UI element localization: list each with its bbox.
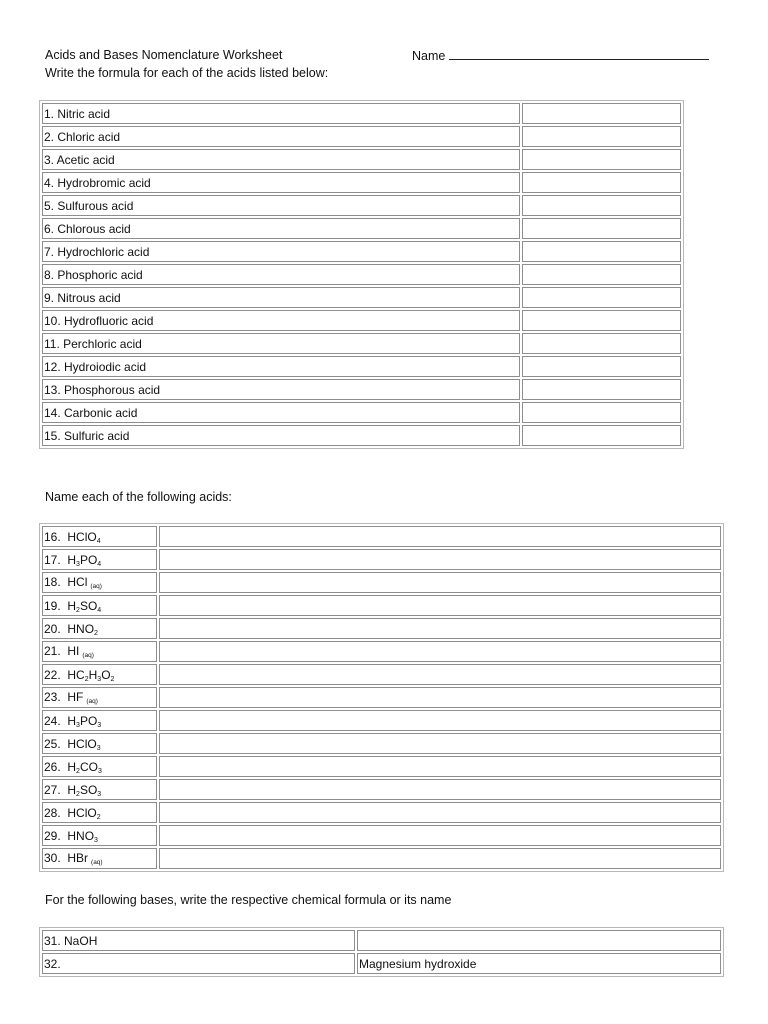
acid-formula-cell <box>42 733 157 754</box>
name-answer-cell[interactable] <box>159 618 721 639</box>
formula-answer-cell[interactable] <box>522 379 681 400</box>
formula-element: H <box>88 667 98 682</box>
worksheet-title: Acids and Bases Nomenclature Worksheet <box>45 48 283 62</box>
acid-name-cell: 8. Phosphoric acid <box>42 264 520 285</box>
item-number: 28. <box>44 805 61 820</box>
formula-element: HClO <box>67 529 97 544</box>
item-number: 17. <box>44 552 61 567</box>
formula-subscript: 2 <box>110 675 115 683</box>
formula-element: H <box>67 759 77 774</box>
name-answer-cell[interactable] <box>159 710 721 731</box>
table-row <box>42 402 681 423</box>
name-answer-cell[interactable] <box>159 825 721 846</box>
table-row <box>42 172 681 193</box>
acid-name-cell: 4. Hydrobromic acid <box>42 172 520 193</box>
formula-answer-cell[interactable] <box>522 287 681 308</box>
formula-subscript: 2 <box>94 629 98 637</box>
formula-answer-cell[interactable] <box>522 126 681 147</box>
item-number: 29. <box>44 828 61 843</box>
formula-element: H <box>67 598 77 613</box>
formula-element: HCl <box>67 575 88 589</box>
formula-element: HClO <box>67 805 97 820</box>
chemical-formula <box>67 690 83 704</box>
table-row <box>42 195 681 216</box>
chemical-formula <box>67 668 114 682</box>
formula-answer-cell[interactable] <box>522 425 681 446</box>
acid-formula-cell <box>42 687 157 708</box>
table-row <box>42 825 721 846</box>
formula-element: H <box>67 782 77 797</box>
table-row <box>42 126 681 147</box>
formula-element: SO <box>79 598 98 613</box>
formula-subscript: 2 <box>76 606 80 614</box>
name-answer-cell[interactable] <box>159 641 721 662</box>
chemical-formula <box>67 714 101 728</box>
item-number: 18. <box>44 575 61 589</box>
table-row <box>42 549 721 570</box>
name-answer-cell[interactable] <box>159 848 721 869</box>
chemical-formula <box>67 530 100 544</box>
table-row <box>42 618 721 639</box>
name-blank-line[interactable] <box>449 48 709 60</box>
name-field[interactable] <box>412 48 709 63</box>
table-row <box>42 572 721 593</box>
acid-formula-table <box>39 100 684 449</box>
acid-formula-cell <box>42 710 157 731</box>
table-row <box>42 930 721 951</box>
formula-subscript: 3 <box>97 675 102 683</box>
base-left-cell[interactable]: 32. <box>42 953 355 974</box>
aqueous-label: (aq) <box>91 859 103 866</box>
chemical-formula <box>67 737 100 751</box>
acid-name-cell: 1. Nitric acid <box>42 103 520 124</box>
table-row <box>42 379 681 400</box>
aqueous-label: (aq) <box>82 652 94 659</box>
formula-element: HClO <box>67 736 97 751</box>
aqueous-label: (aq) <box>90 583 102 590</box>
formula-answer-cell[interactable] <box>522 356 681 377</box>
formula-subscript: 4 <box>97 606 102 614</box>
name-answer-cell[interactable] <box>159 549 721 570</box>
acid-name-cell: 14. Carbonic acid <box>42 402 520 423</box>
table-row <box>42 733 721 754</box>
table-row <box>42 103 681 124</box>
table-row <box>42 779 721 800</box>
table-row <box>42 218 681 239</box>
acid-name-table <box>39 523 724 872</box>
acid-name-cell: 13. Phosphorous acid <box>42 379 520 400</box>
table-row <box>42 848 721 869</box>
name-label: Name <box>412 49 446 63</box>
acid-formula-cell <box>42 595 157 616</box>
table-row <box>42 664 721 685</box>
acid-formula-cell <box>42 779 157 800</box>
acid-name-cell: 10. Hydrofluoric acid <box>42 310 520 331</box>
acid-formula-cell <box>42 802 157 823</box>
item-number: 23. <box>44 690 61 704</box>
name-answer-cell[interactable] <box>159 664 721 685</box>
chemical-formula <box>67 806 100 820</box>
formula-answer-cell[interactable] <box>522 310 681 331</box>
acid-formula-cell <box>42 549 157 570</box>
formula-subscript: 4 <box>97 560 102 568</box>
table-row <box>42 710 721 731</box>
item-number: 27. <box>44 782 61 797</box>
chemical-formula <box>67 829 98 843</box>
table-row <box>42 310 681 331</box>
chemical-formula <box>67 783 101 797</box>
formula-subscript: 4 <box>96 537 101 545</box>
formula-element: HI <box>67 644 80 658</box>
acid-formula-cell <box>42 572 157 593</box>
item-number: 20. <box>44 621 61 636</box>
item-number: 24. <box>44 713 61 728</box>
acid-formula-cell <box>42 618 157 639</box>
name-answer-cell[interactable] <box>159 733 721 754</box>
acid-formula-cell <box>42 825 157 846</box>
formula-subscript: 3 <box>76 560 80 568</box>
table-row <box>42 425 681 446</box>
name-answer-cell[interactable] <box>159 572 721 593</box>
formula-element: HBr <box>67 851 89 865</box>
table-row <box>42 641 721 662</box>
name-answer-cell[interactable] <box>159 595 721 616</box>
formula-subscript: 2 <box>84 675 89 683</box>
table-row <box>42 802 721 823</box>
acid-name-cell: 3. Acetic acid <box>42 149 520 170</box>
chemical-formula <box>67 599 101 613</box>
name-answer-cell[interactable] <box>159 756 721 777</box>
formula-subscript: 3 <box>76 721 80 729</box>
chemical-formula <box>67 575 87 589</box>
item-number: 22. <box>44 667 61 682</box>
name-answer-cell[interactable] <box>159 687 721 708</box>
item-number: 16. <box>44 529 61 544</box>
formula-subscript: 2 <box>76 790 80 798</box>
chemical-formula <box>67 644 79 658</box>
name-answer-cell[interactable] <box>159 779 721 800</box>
table-row <box>42 264 681 285</box>
table-row <box>42 595 721 616</box>
table-row <box>42 356 681 377</box>
acid-name-cell: 5. Sulfurous acid <box>42 195 520 216</box>
formula-answer-cell[interactable] <box>522 402 681 423</box>
formula-answer-cell[interactable] <box>522 172 681 193</box>
formula-element: HF <box>67 690 84 704</box>
name-answer-cell[interactable] <box>159 526 721 547</box>
formula-element: H <box>67 713 77 728</box>
item-number: 21. <box>44 644 61 658</box>
acid-formula-cell <box>42 641 157 662</box>
formula-answer-cell[interactable] <box>522 195 681 216</box>
formula-element: PO <box>79 713 98 728</box>
base-right-cell: Magnesium hydroxide <box>357 953 721 974</box>
formula-element: HNO <box>67 621 95 636</box>
formula-subscript: 3 <box>97 767 102 775</box>
formula-element: H <box>67 552 77 567</box>
table-row <box>42 687 721 708</box>
acid-name-cell: 6. Chlorous acid <box>42 218 520 239</box>
chemical-formula <box>67 760 101 774</box>
acid-formula-cell <box>42 664 157 685</box>
table-row <box>42 149 681 170</box>
chemical-formula <box>67 851 88 865</box>
formula-element: O <box>101 667 111 682</box>
acid-name-cell: 11. Perchloric acid <box>42 333 520 354</box>
table-row <box>42 241 681 262</box>
formula-answer-cell[interactable] <box>522 264 681 285</box>
formula-element: HNO <box>67 828 95 843</box>
formula-subscript: 3 <box>97 721 102 729</box>
chemical-formula <box>67 553 101 567</box>
formula-subscript: 2 <box>76 767 80 775</box>
formula-element: HC <box>67 667 85 682</box>
acid-formula-cell <box>42 526 157 547</box>
aqueous-label: (aq) <box>86 698 98 705</box>
table-row <box>42 953 721 974</box>
formula-answer-cell[interactable] <box>522 218 681 239</box>
base-left-cell: 31. NaOH <box>42 930 355 951</box>
formula-element: CO <box>79 759 98 774</box>
formula-subscript: 3 <box>96 744 101 752</box>
acid-name-cell: 9. Nitrous acid <box>42 287 520 308</box>
section3-instruction: For the following bases, write the respective chemical formula or its name <box>45 893 452 907</box>
item-number: 26. <box>44 759 61 774</box>
section1-instruction: Write the formula for each of the acids listed below: <box>45 66 329 80</box>
base-table <box>39 927 724 977</box>
table-row <box>42 756 721 777</box>
acid-formula-cell <box>42 756 157 777</box>
acid-name-cell: 15. Sulfuric acid <box>42 425 520 446</box>
formula-answer-cell[interactable] <box>522 149 681 170</box>
table-row <box>42 287 681 308</box>
formula-answer-cell[interactable] <box>522 103 681 124</box>
acid-name-cell: 2. Chloric acid <box>42 126 520 147</box>
formula-subscript: 3 <box>97 790 102 798</box>
formula-element: SO <box>79 782 98 797</box>
formula-subscript: 3 <box>94 836 98 844</box>
item-number: 25. <box>44 736 61 751</box>
acid-name-cell: 12. Hydroiodic acid <box>42 356 520 377</box>
formula-element: PO <box>79 552 98 567</box>
table-row <box>42 333 681 354</box>
section2-instruction: Name each of the following acids: <box>45 490 232 504</box>
chemical-formula <box>67 622 98 636</box>
name-answer-cell[interactable] <box>159 802 721 823</box>
formula-answer-cell[interactable] <box>522 241 681 262</box>
base-right-cell[interactable] <box>357 930 721 951</box>
acid-formula-cell <box>42 848 157 869</box>
formula-subscript: 2 <box>96 813 101 821</box>
item-number: 19. <box>44 598 61 613</box>
item-number: 30. <box>44 851 61 865</box>
table-row <box>42 526 721 547</box>
acid-name-cell: 7. Hydrochloric acid <box>42 241 520 262</box>
formula-answer-cell[interactable] <box>522 333 681 354</box>
